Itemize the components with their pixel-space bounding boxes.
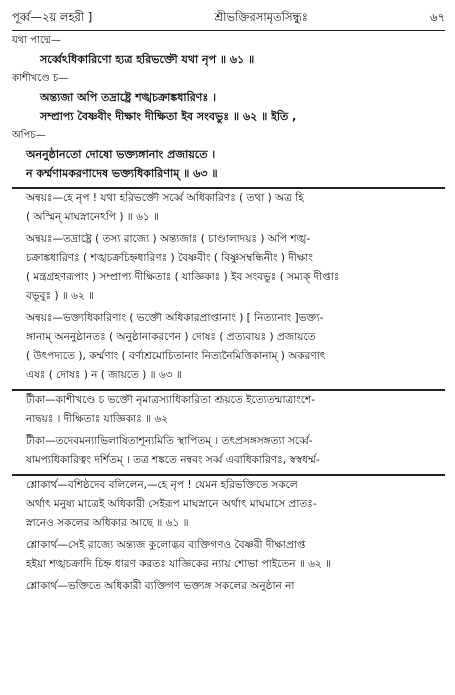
verse-line: কাশীখণ্ডে চ— xyxy=(12,73,69,84)
verse-line: যথা পাদ্মে— xyxy=(12,35,61,46)
translation-section xyxy=(12,476,445,596)
sloka-line: শ্লোকার্থ—ভক্তিতে অধিকারী ব্যক্তিগণ ভক্ত্যঙ্গ সকলের অনুষ্ঠান না xyxy=(26,580,295,592)
verses-section xyxy=(12,31,445,183)
tika-section xyxy=(12,391,445,470)
anvaya-section xyxy=(12,189,445,385)
tika-paragraph xyxy=(12,391,445,429)
verse-line: ন কর্ম্মণামকরণাদেষ ভক্ত্যধিকারিণাম্ ॥ ৬৩ ॥ xyxy=(26,167,218,180)
anvaya-paragraph xyxy=(12,309,445,385)
sloka-line: হইয়া শঙ্খচক্রাদি চিহ্ন ধারণ করতঃ যাজ্ঞিকের ন্যায় শোভা পাইতেন ॥ ৬২ ॥ xyxy=(26,558,332,570)
anvaya-line: অন্বয়ঃ—হে নৃপ ! যথা হরিভক্তৌ সর্ব্বে অধিকারিণঃ ( তথা ) অত্র হি xyxy=(26,192,304,204)
anvaya-line: বভূবুঃ ) ॥ ৬২ ॥ xyxy=(26,290,95,302)
running-header xyxy=(12,4,445,30)
verse-line: অন্ত্যজা অপি তদ্রাষ্ট্রে শঙ্খচক্রাঙ্কধারিণঃ । xyxy=(40,91,217,104)
anvaya-line: অন্বয়ঃ—ভক্ত্যধিকারিণাং ( ভক্তৌ অধিকারপ্রাপ্তানাং ) [ নিত্যানাং ]ভক্ত্য- xyxy=(26,312,324,324)
verse-line: সর্ব্বেঽধিকারিণো হ্যত্র হরিভক্তৌ যথা নৃপ ॥ ৬১ ॥ xyxy=(40,53,255,66)
sloka-paragraph xyxy=(12,536,445,574)
verse-line: অননুষ্ঠানতো দোষো ভক্ত্যঙ্গানাং প্রজায়তে । xyxy=(26,148,216,161)
anvaya-line: অন্বয়ঃ—তদ্রাষ্ট্রে ( তস্য রাজ্যে ) অন্ত্যজাঃ ( চাণ্ডালাদয়ঃ ) অপি শঙ্খ- xyxy=(26,233,311,245)
tika-paragraph xyxy=(12,432,445,470)
anvaya-paragraph xyxy=(12,230,445,306)
anvaya-line: ( অস্মিন্ মাঘস্নানেঽপি ) ॥ ৬১ ॥ xyxy=(26,211,159,223)
anvaya-line: ( মন্ত্রগ্রহণরূপাং ) সম্প্রাপ্য দীক্ষিতাঃ ( যাজ্ঞিকাঃ ) ইব সংবভুঃ ( সম্যক্ দীপ্তাঃ xyxy=(26,271,340,283)
section-label: পূর্ব্ব—২য় লহরী ] xyxy=(12,10,93,24)
tika-line: ষামপ্যধিকারিত্বং দর্শিতম্ । তত্র শঙ্কতে নন্ববং সর্ব্ব এবাধিকারিণঃ, স্বস্বধর্ম্ম- xyxy=(26,454,320,466)
sloka-line: শ্লোকার্থ—সেই রাজ্যে অন্ত্যজ কুলোদ্ভব ব্যক্তিগণও বৈষ্ণবী দীক্ষাপ্রাপ্ত xyxy=(26,539,306,551)
anvaya-line: এষঃ ( দোষঃ ) ন ( জায়তে ) ॥ ৬৩ ॥ xyxy=(26,369,182,381)
sloka-line: স্নানেও সকলের অধিকার আছে ॥ ৬১ ॥ xyxy=(26,517,189,529)
verse-line: সম্প্রাপ্য বৈষ্ণবীং দীক্ষাং দীক্ষিতা ইব সংবভুঃ ॥ ৬২ ॥ ইতি , xyxy=(40,110,297,123)
sloka-paragraph xyxy=(12,476,445,533)
sloka-line: শ্লোকার্থ—বশিষ্ঠদেব বলিলেন,—হে নৃপ ! যেমন হরিভক্তিতে সকলে xyxy=(26,479,298,491)
sloka-paragraph xyxy=(12,577,445,596)
sloka-line: অর্থাৎ মনুষ্য মাত্রেই অধিকারী সেইরূপ মাঘস্নানে অর্থাৎ মাঘমাসে প্রাতঃ- xyxy=(26,498,317,510)
page-number: ৬৭ xyxy=(430,10,445,24)
tika-line: টীকা—কাশীখণ্ডে চ ভক্তৌ নৃমাত্রস্যাধিকারিতা শ্রূয়তে ইত্যেতন্মাত্রাংশে- xyxy=(26,394,316,406)
book-title: শ্রীভক্তিরসামৃতসিন্ধুঃ xyxy=(214,10,308,24)
anvaya-line: ঙ্গানাম্ অননুষ্ঠানতঃ ( অনুষ্ঠানাকরণেন ) দোষঃ ( প্রত্যবায়ঃ ) প্রজায়তে xyxy=(26,331,316,343)
tika-line: টীকা—তদেবমন্যাভিলাষিতাশূন্যমিতি স্থাপিতম্ । তৎপ্রসঙ্গসঙ্গত্যা সর্ব্বে- xyxy=(26,435,313,447)
verse-line: অপিচ— xyxy=(12,130,46,141)
anvaya-line: ( উৎপদ্যতে ), কর্ম্মণাং ( বর্ণাশ্রমোচিতানাং নিত্যনৈমিত্তিকানাম্ ) অকরণাৎ xyxy=(26,350,326,362)
anvaya-paragraph xyxy=(12,189,445,227)
anvaya-line: চক্রাঙ্কধারিণঃ ( শঙ্খচক্রচিহ্নধারিণঃ ) বৈষ্ণবীং ( বিষ্ণুসম্বন্ধিনীং ) দীক্ষাং xyxy=(26,252,313,264)
tika-line: নাদ্বয়ঃ । দীক্ষিতাঃ যাজ্ঞিকাঃ ॥ ৬২ xyxy=(26,413,169,425)
